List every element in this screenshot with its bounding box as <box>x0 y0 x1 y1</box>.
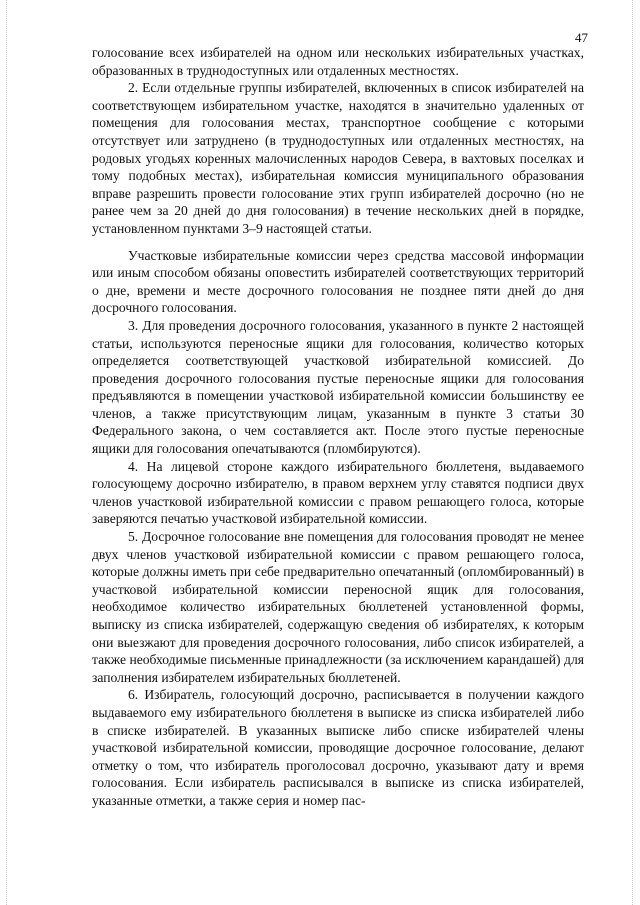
paragraph-continuation: голосование всех избирателей на одном или нескольких избирательных участках, образованных в труднодоступных или отдаленных местностях. <box>92 45 584 78</box>
paragraph-item-3: 3. Для проведения досрочного голосования, указанного в пункте 2 настоящей статьи, используются переносные ящики для голосования, количество которых определяется соответствующей участковой избирательной комиссией. До проведения досрочного голосования пустые переносные ящики для голосования предъявляются в помещении участковой избирательной комиссии большинству ее членов, а также присутствующим лицам, указанным в пункте 3 статьи 30 Федерального закона, о чем составляется акт. После этого пустые переносные ящики для голосования опечатываются (пломбируются). <box>92 317 584 457</box>
paragraph-notification: Участковые избирательные комиссии через средства массовой информации или иным способом обязаны оповестить избирателей соответствующих территорий о дне, времени и месте досрочного голосования не позднее пяти дней до дня досрочного голосования. <box>92 247 584 316</box>
page-number: 47 <box>575 30 588 45</box>
paragraph-item-2: 2. Если отдельные группы избирателей, включенных в список избирателей на соответствующем избирательном участке, находятся в значительно удаленных от помещения для голосования местах, транспортное сообщение с которыми отсутствует или затруднено (в труднодоступных или отдаленных местностях, на родовых угодьях коренных малочисленных народов Севера, в вахтовых поселках и тому подобных местах), избирательная комиссия муниципального образования вправе разрешить провести голосование этих групп избирателей досрочно (но не ранее чем за 20 дней до дня голосования) в течение нескольких дней в порядке, установленном пунктами 3–9 настоящей статьи. <box>92 80 584 236</box>
paragraph-item-5: 5. Досрочное голосование вне помещения для голосования проводят не менее двух членов участковой избирательной комиссии с правом решающего голоса, которые должны иметь при себе предварительно опечатанный (опломбированный) в участковой избирательной комиссии переносной ящик для голосования, необходимое количество избирательных бюллетеней установленной формы, выписку из списка избирателей, содержащую сведения об избирателях, к которым они выезжают для проведения досрочного голосования, либо список избирателей, а также необходимые письменные принадлежности (за исключением карандашей) для заполнения избирателем избирательных бюллетеней. <box>92 529 584 685</box>
right-margin-rule <box>632 0 634 905</box>
document-body <box>92 44 584 810</box>
paragraph-item-6: 6. Избиратель, голосующий досрочно, расписывается в получении каждого выдаваемого ему избирательного бюллетеня в выписке из списка избирателей либо в списке избирателей. В указанных выписке либо списке избирателей члены участковой избирательной комиссии, проводящие досрочное голосование, делают отметку о том, что избиратель проголосовал досрочно, указывают дату и время голосования. Если избиратель расписывался в выписке из списка избирателей, указанные отметки, а также серия и номер пас- <box>92 687 584 808</box>
left-margin-rule <box>6 0 8 905</box>
paragraph-item-4: 4. На лицевой стороне каждого избирательного бюллетеня, выдаваемого голосующему досрочно избирателю, в правом верхнем углу ставятся подписи двух членов участковой избирательной комиссии с правом решающего голоса, которые заверяются печатью участковой избирательной комиссии. <box>92 458 584 527</box>
